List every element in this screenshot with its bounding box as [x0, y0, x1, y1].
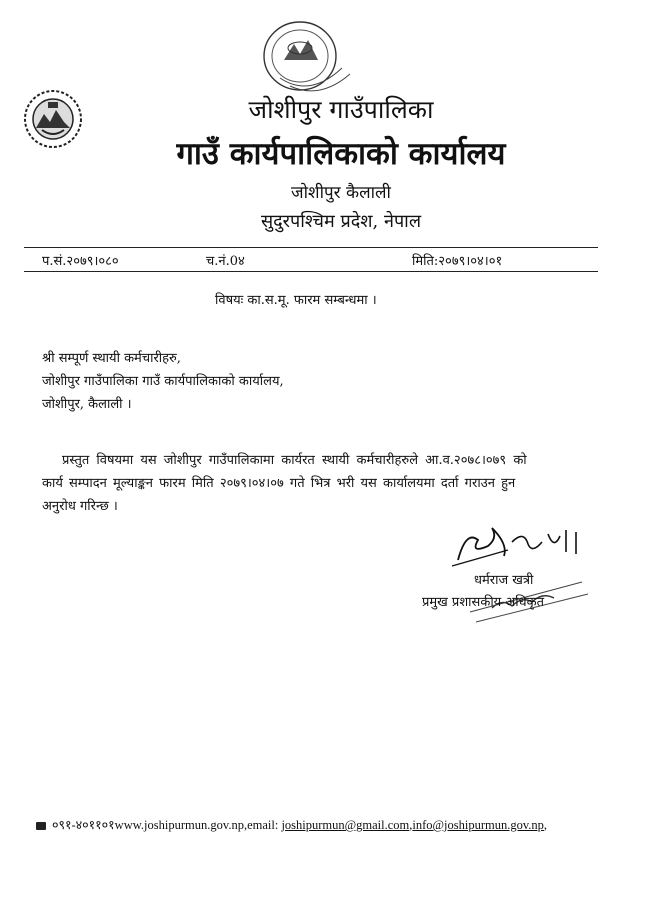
- footer-phone-website: ०९१-४०११०१www.joshipurmun.gov.np,email:: [52, 818, 282, 832]
- footer-trail: ,: [543, 818, 548, 832]
- body-text-line: प्रस्तुत विषयमा यस जोशीपुर गाउँपालिकामा कार्यरत स्थायी कर्मचारीहरुले आ.व.२०७८।०७९ को: [62, 453, 527, 468]
- body-text-line: कार्य सम्पादन मूल्याङ्कन फारम मिति २०७९।०४।०७ गते भित्र भरी यस कार्यालयमा दर्ता गराउन हुन: [42, 476, 516, 491]
- addressee-line: जोशीपुर गाउँपालिका गाउँ कार्यपालिकाको कार्यालय,: [42, 374, 284, 389]
- signatory-name: धर्मराज खत्री: [474, 573, 534, 588]
- dispatch-number: च.नं.0४: [206, 254, 245, 269]
- office-location: जोशीपुर कैलाली: [291, 183, 391, 203]
- header-rule-top: [24, 247, 598, 248]
- addressee-line: श्री सम्पूर्ण स्थायी कर्मचारीहरु,: [42, 351, 181, 366]
- addressee-line: जोशीपुर, कैलाली ।: [42, 397, 132, 412]
- signatory-title: प्रमुख प्रशासकीय अधिकृत: [422, 595, 545, 610]
- handwritten-signature: [448, 520, 598, 572]
- header-rule-bottom: [24, 271, 598, 272]
- office-name: गाउँ कार्यपालिकाको कार्यालय: [176, 136, 506, 172]
- footer-email-link[interactable]: info@joshipurmun.gov.np: [412, 818, 544, 832]
- footer-email-link[interactable]: joshipurmun@gmail.com: [281, 818, 410, 832]
- phone-icon: [36, 822, 46, 830]
- letter-date: मिति:२०७९।०४।०१: [412, 254, 503, 269]
- footer-contact: [36, 816, 547, 833]
- footer-separator: ,: [409, 818, 413, 832]
- letter-subject: विषयः का.स.मू. फारम सम्बन्धमा ।: [215, 293, 377, 308]
- letter-reference-number: प.सं.२०७९।०८०: [42, 254, 119, 269]
- office-province: सुदुरपश्चिम प्रदेश, नेपाल: [260, 211, 422, 232]
- body-text-line: अनुरोध गरिन्छ ।: [42, 499, 118, 514]
- municipality-name: जोशीपुर गाउँपालिका: [248, 95, 434, 124]
